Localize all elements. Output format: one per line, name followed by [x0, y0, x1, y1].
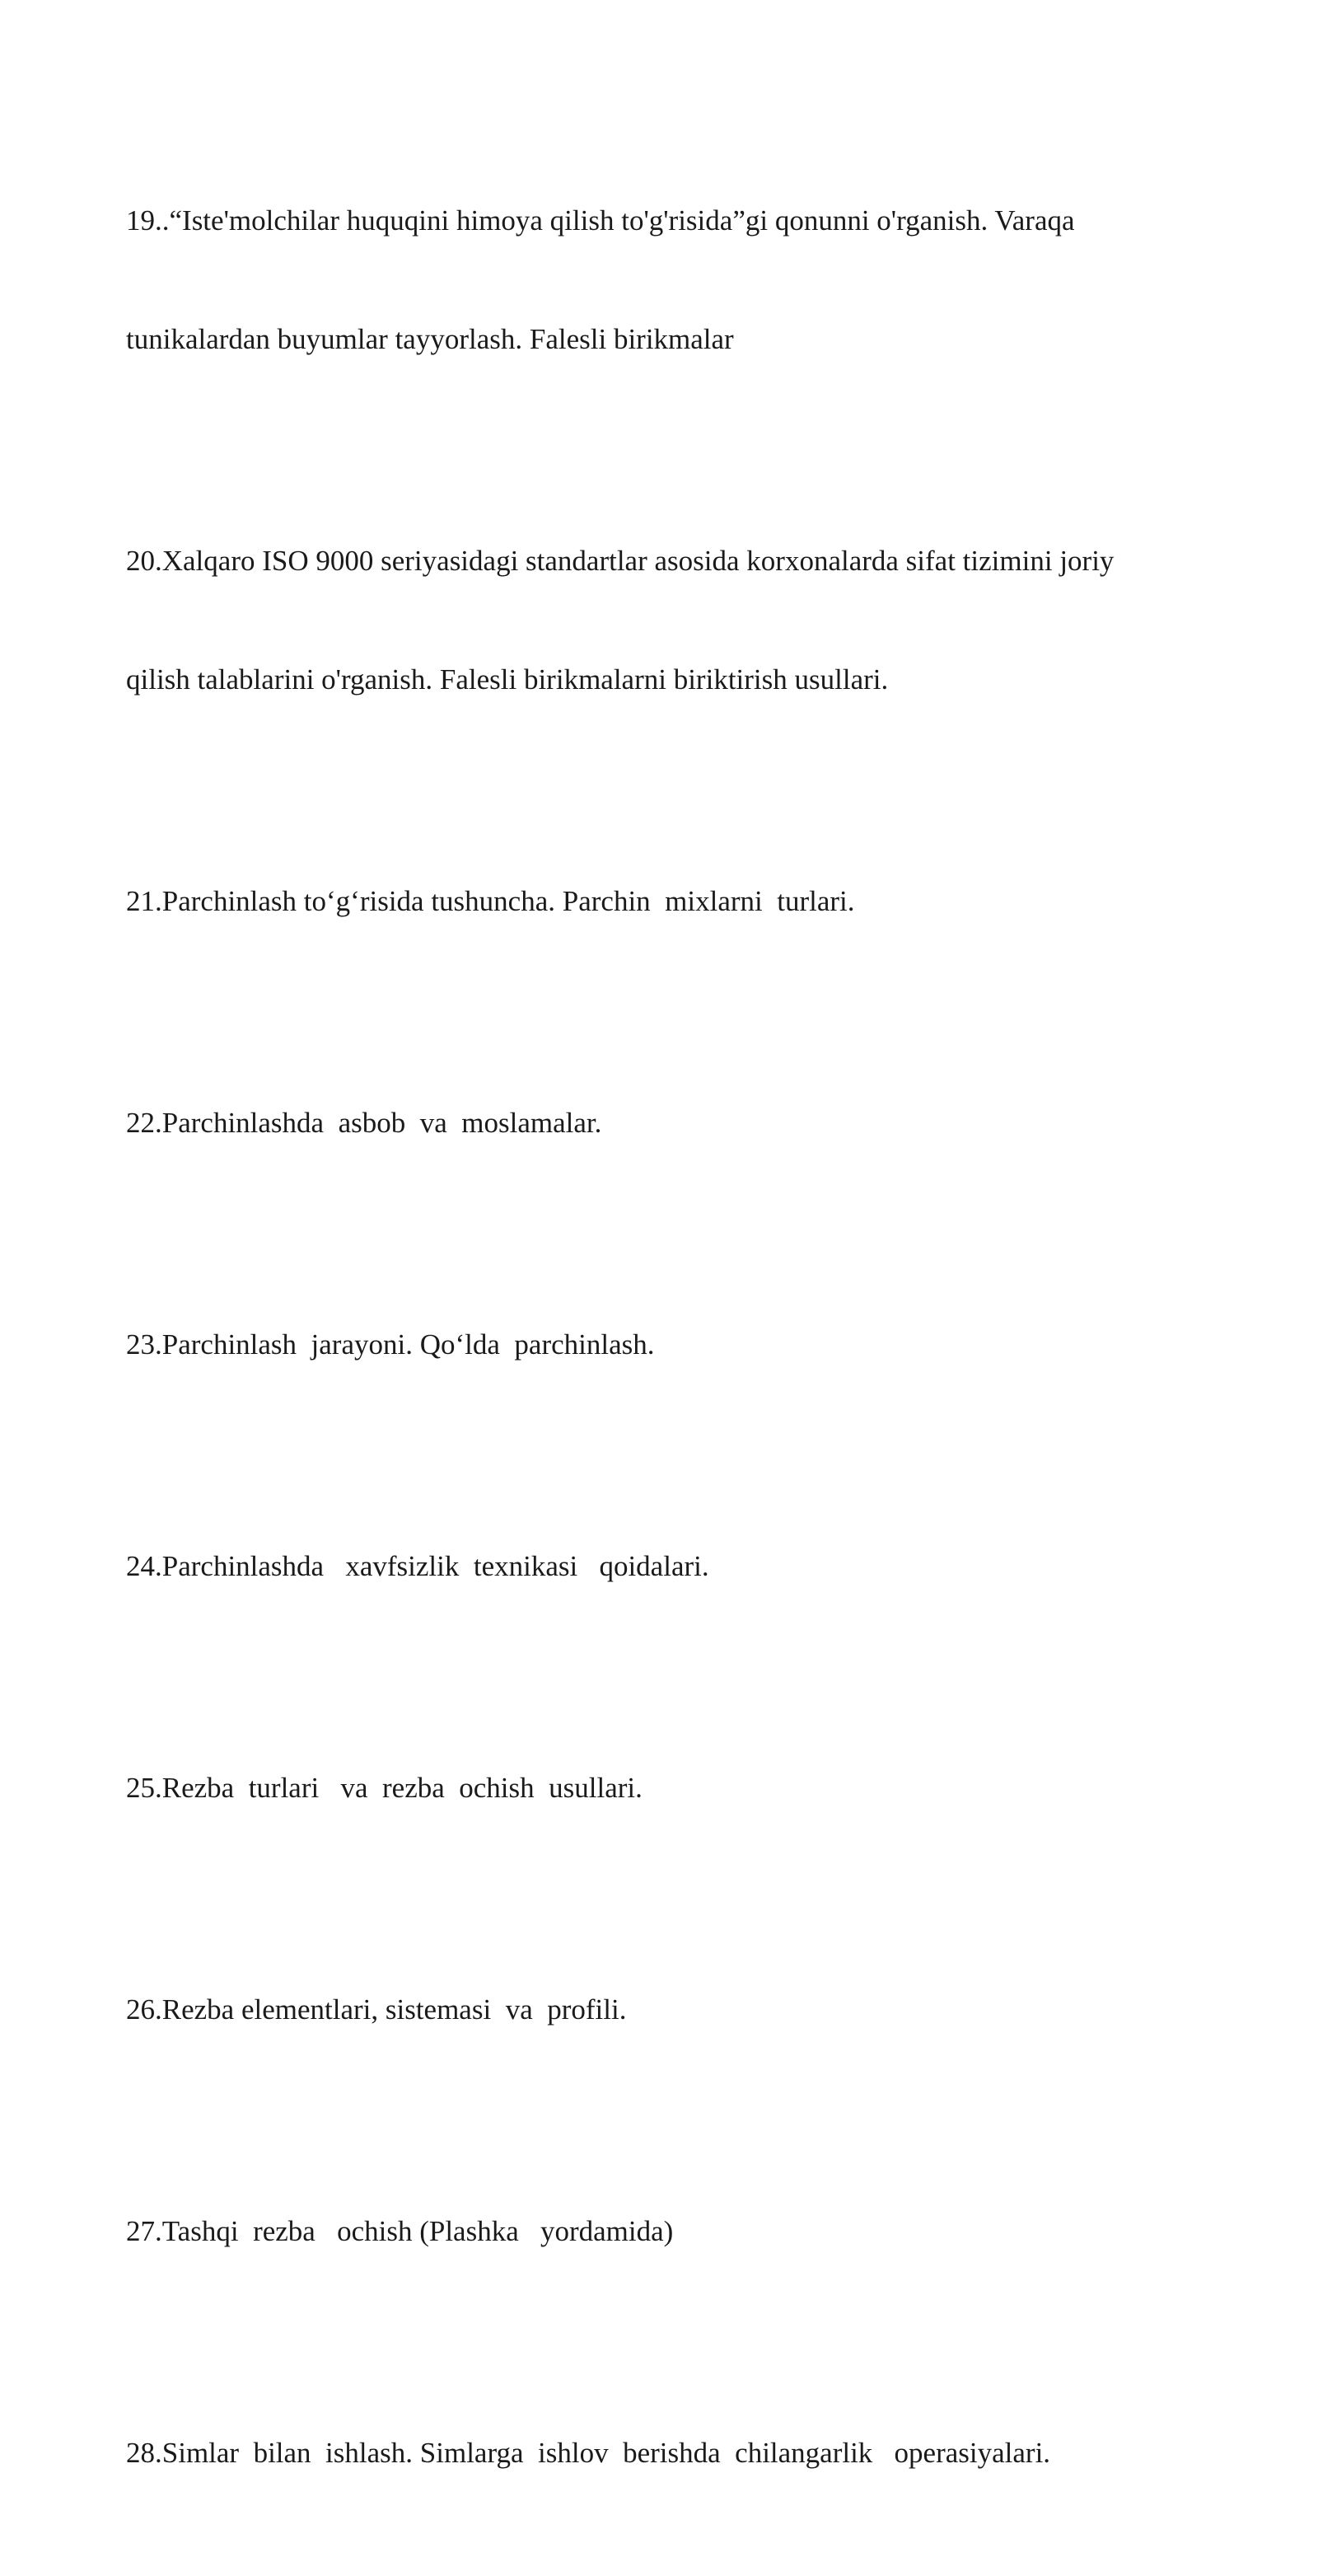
- list-item: [126, 1689, 1197, 1887]
- list-item: [126, 1468, 1197, 1665]
- list-item-line: 20.Xalqaro ISO 9000 seriyasidagi standartlar asosida korxonalarda sifat tizimini joriy: [126, 545, 1115, 577]
- list-item-line: 23.Parchinlash jarayoni. Qo‘lda parchinlash.: [126, 1328, 655, 1361]
- list-item: [126, 122, 1197, 438]
- list-item-line: 21.Parchinlash to‘g‘risida tushuncha. Parchin mixlarni turlari.: [126, 885, 855, 917]
- list-item-line: 27.Tashqi rezba ochish (Plashka yordamida): [126, 2215, 674, 2247]
- list-item: [126, 1246, 1197, 1444]
- list-item: [126, 803, 1197, 1000]
- list-item: [126, 2133, 1197, 2330]
- list-item: [126, 462, 1197, 779]
- topic-list: [126, 122, 1197, 2576]
- list-item: [126, 1911, 1197, 2109]
- list-item-line: 26.Rezba elementlari, sistemasi va profili.: [126, 1993, 627, 2026]
- list-item-line: 24.Parchinlashda xavfsizlik texnikasi qoidalari.: [126, 1550, 709, 1582]
- list-item-line: qilish talablarini o'rganish. Falesli birikmalarni biriktirish usullari.: [126, 663, 889, 696]
- list-item: [126, 1024, 1197, 1222]
- list-item-line: tunikalardan buyumlar tayyorlash. Falesli birikmalar: [126, 323, 734, 355]
- list-item-line: 28.Simlar bilan ishlash. Simlarga ishlov berishda chilangarlik operasiyalari.: [126, 2437, 1051, 2469]
- list-item: [126, 2354, 1197, 2552]
- list-item-line: 25.Rezba turlari va rezba ochish usullari.: [126, 1772, 643, 1804]
- list-item-line: 22.Parchinlashda asbob va moslamalar.: [126, 1107, 602, 1139]
- list-item-line: 19..“Iste'molchilar huquqini himoya qilish to'g'risida”gi qonunni o'rganish. Varaqa: [126, 204, 1075, 237]
